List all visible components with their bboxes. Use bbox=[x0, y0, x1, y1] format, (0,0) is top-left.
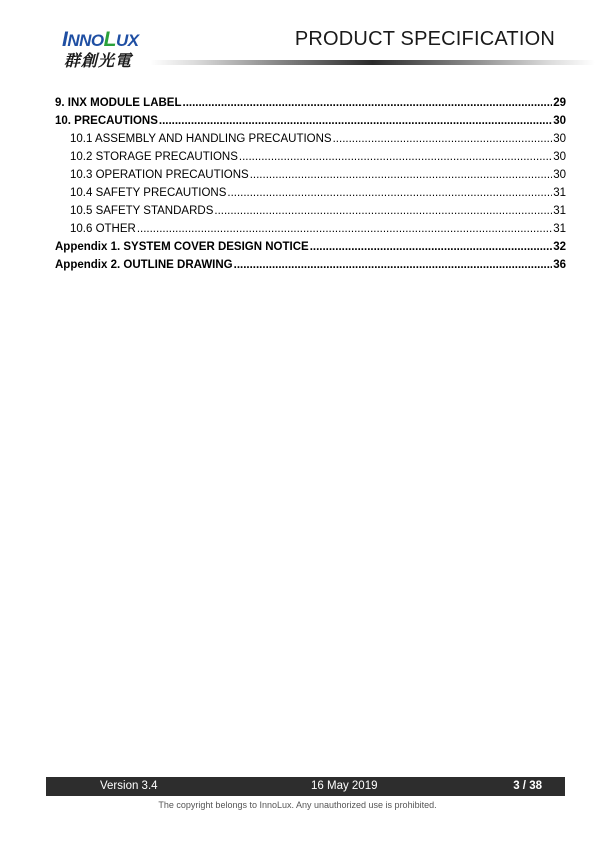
toc-entry-inx-module-label[interactable] bbox=[55, 94, 566, 112]
toc-leader-dots bbox=[183, 94, 553, 112]
toc-leader-dots bbox=[227, 184, 552, 202]
toc-entry-title: 9. INX MODULE LABEL bbox=[55, 97, 182, 109]
toc-entry-title: 10.4 SAFETY PRECAUTIONS bbox=[70, 187, 227, 199]
toc-leader-dots bbox=[310, 238, 553, 256]
footer-bar bbox=[46, 777, 565, 796]
toc-entry-page: 30 bbox=[553, 133, 566, 145]
page-title: PRODUCT SPECIFICATION bbox=[294, 28, 555, 50]
table-of-contents bbox=[55, 94, 566, 274]
toc-entry-title: 10.3 OPERATION PRECAUTIONS bbox=[70, 169, 249, 181]
toc-entry-title: 10. PRECAUTIONS bbox=[55, 115, 158, 127]
toc-entry-appendix-1[interactable] bbox=[55, 238, 566, 256]
toc-entry-operation[interactable] bbox=[55, 166, 566, 184]
toc-entry-title: 10.1 ASSEMBLY AND HANDLING PRECAUTIONS bbox=[70, 133, 332, 145]
logo-wordmark: INNOLUX bbox=[62, 28, 139, 51]
toc-entry-page: 29 bbox=[553, 97, 566, 109]
toc-entry-safety-precautions[interactable] bbox=[55, 184, 566, 202]
toc-entry-page: 32 bbox=[553, 241, 566, 253]
footer-date: 16 May 2019 bbox=[311, 780, 378, 792]
toc-entry-precautions[interactable] bbox=[55, 112, 566, 130]
toc-entry-assembly-handling[interactable] bbox=[55, 130, 566, 148]
toc-entry-page: 30 bbox=[553, 115, 566, 127]
footer-version: Version 3.4 bbox=[100, 780, 158, 792]
toc-leader-dots bbox=[137, 220, 552, 238]
toc-entry-title: Appendix 1. SYSTEM COVER DESIGN NOTICE bbox=[55, 241, 309, 253]
toc-leader-dots bbox=[159, 112, 552, 130]
toc-leader-dots bbox=[234, 256, 553, 274]
toc-entry-page: 30 bbox=[553, 151, 566, 163]
toc-entry-other[interactable] bbox=[55, 220, 566, 238]
toc-entry-title: 10.6 OTHER bbox=[70, 223, 136, 235]
header-divider bbox=[150, 60, 595, 65]
copyright-notice: The copyright belongs to InnoLux. Any unauthorized use is prohibited. bbox=[158, 800, 437, 810]
toc-entry-page: 36 bbox=[553, 259, 566, 271]
toc-entry-title: 10.2 STORAGE PRECAUTIONS bbox=[70, 151, 238, 163]
toc-leader-dots bbox=[333, 130, 553, 148]
innolux-logo bbox=[58, 26, 158, 74]
toc-entry-title: Appendix 2. OUTLINE DRAWING bbox=[55, 259, 233, 271]
toc-entry-storage[interactable] bbox=[55, 148, 566, 166]
toc-entry-page: 31 bbox=[553, 223, 566, 235]
toc-entry-page: 30 bbox=[553, 169, 566, 181]
toc-leader-dots bbox=[250, 166, 552, 184]
logo-chinese-name: 群創光電 bbox=[64, 51, 133, 70]
footer-page-number: 3 / 38 bbox=[513, 780, 542, 792]
toc-entry-page: 31 bbox=[553, 205, 566, 217]
toc-leader-dots bbox=[214, 202, 552, 220]
toc-entry-title: 10.5 SAFETY STANDARDS bbox=[70, 205, 214, 217]
toc-entry-safety-standards[interactable] bbox=[55, 202, 566, 220]
toc-entry-page: 31 bbox=[553, 187, 566, 199]
toc-leader-dots bbox=[239, 148, 552, 166]
toc-entry-appendix-2[interactable] bbox=[55, 256, 566, 274]
